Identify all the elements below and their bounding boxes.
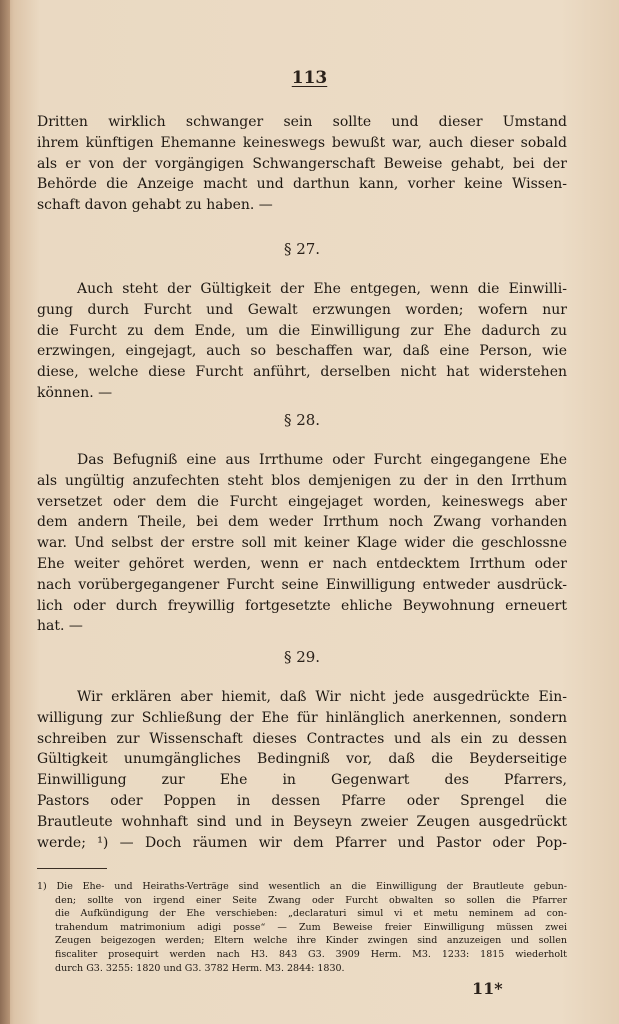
footnote-line: Zeugen beigezogen werden; Eltern welche ihre Kinder zwingen sind anzuzeigen und sollen xyxy=(55,935,567,947)
text-line: war. Und selbst der erstre soll mit keiner Klage wider die geschlossne xyxy=(37,535,567,552)
text-line: dem andern Theile, bei dem weder Irrthum noch Zwang vorhanden xyxy=(37,514,567,531)
text-line: Behörde die Anzeige macht und darthun kann, vorher keine Wissen- xyxy=(37,176,567,193)
footnote-line: 1) Die Ehe- und Heiraths-Verträge sind wesentlich an die Einwilligung der Brautleute gebun- xyxy=(37,881,567,892)
section-heading: § 27. xyxy=(283,240,321,258)
text-line: werde; ¹) — Doch räumen wir dem Pfarrer und Pastor oder Pop- xyxy=(37,834,567,851)
paragraph-continuation xyxy=(37,112,567,216)
section-heading: § 28. xyxy=(283,411,321,429)
page-number: 113 xyxy=(291,68,328,88)
footnote-line: trahendum matrimonium adigi posse“ — Zum Beweise freier Einwilligung müssen zwei xyxy=(55,921,567,933)
text-line: Das Befugniß eine aus Irrthume oder Furcht eingegangene Ehe xyxy=(77,452,567,468)
text-line: Einwilligung zur Ehe in Gegenwart des Pfarrers, xyxy=(37,772,567,789)
text-line: ihrem künftigen Ehemanne keineswegs bewußt war, auch dieser sobald xyxy=(37,134,567,151)
book-binding-edge xyxy=(0,0,10,1024)
text-line: versetzet oder dem die Furcht eingejaget worden, keineswegs aber xyxy=(37,493,567,510)
text-line: nach vorübergegangener Furcht seine Einwilligung entweder ausdrück- xyxy=(37,576,567,593)
text-line: Ehe weiter gehöret werden, wenn er nach entdecktem Irrthum oder xyxy=(37,555,567,572)
signature-mark: 11* xyxy=(472,979,503,998)
text-line: Gültigkeit unumgängliches Bedingniß vor, daß die Beyderseitige xyxy=(37,751,567,768)
text-line: können. — xyxy=(37,384,113,401)
footnote-line: den; sollte von irgend einer Seite Zwang oder Furcht obwalten so sollen die Pfarrer xyxy=(55,894,567,906)
text-line: hat. — xyxy=(37,618,83,635)
text-line: Dritten wirklich schwanger sein sollte und dieser Umstand xyxy=(37,114,567,130)
section-28 xyxy=(37,407,567,637)
text-line: schreiben zur Wissenschaft dieses Contractes und als ein zu dessen xyxy=(37,730,567,747)
text-line: schaft davon gehabt zu haben. — xyxy=(37,197,273,214)
text-line: Pastors oder Poppen in dessen Pfarre oder Sprengel die xyxy=(37,792,567,809)
footnote-line: durch G3. 3255: 1820 und G3. 3782 Herm. M3. 2844: 1830. xyxy=(55,962,345,974)
footnote-line: die Aufkündigung der Ehe verschieben: „declaraturi simul vi et metu neminem ad con- xyxy=(55,908,567,920)
footnote xyxy=(37,880,567,975)
text-line: gung durch Furcht und Gewalt erzwungen worden; wofern nur xyxy=(37,301,567,318)
text-line: diese, welche diese Furcht anführt, derselben nicht hat widerstehen xyxy=(37,364,567,381)
text-line: Brautleute wohnhaft sind und in Beyseyn zweier Zeugen ausgedrückt xyxy=(37,813,567,830)
text-line: als ungültig anzufechten steht blos demjenigen zu der in den Irrthum xyxy=(37,472,567,489)
text-line: Wir erklären aber hiemit, daß Wir nicht jede ausgedrückte Ein- xyxy=(77,689,567,705)
text-line: als er von der vorgängigen Schwangerschaft Beweise gehabt, bei der xyxy=(37,155,567,172)
text-line: lich oder durch freywillig fortgesetzte ehliche Beywohnung erneuert xyxy=(37,597,567,614)
text-line: die Furcht zu dem Ende, um die Einwilligung zur Ehe dadurch zu xyxy=(37,322,567,339)
section-27 xyxy=(37,236,567,404)
text-line: erzwingen, eingejagt, auch so beschaffen war, daß eine Person, wie xyxy=(37,343,567,360)
footnote-rule xyxy=(37,868,107,869)
text-line: Auch steht der Gültigkeit der Ehe entgegen, wenn die Einwilli- xyxy=(77,281,567,297)
section-29 xyxy=(37,644,567,853)
section-heading: § 29. xyxy=(283,648,321,666)
text-line: willigung zur Schließung der Ehe für hinlänglich anerkennen, sondern xyxy=(37,709,567,726)
footnote-line: fiscaliter prosequirt werden nach H3. 843 G3. 3909 Herm. M3. 1233: 1815 wiederholt xyxy=(55,948,567,960)
